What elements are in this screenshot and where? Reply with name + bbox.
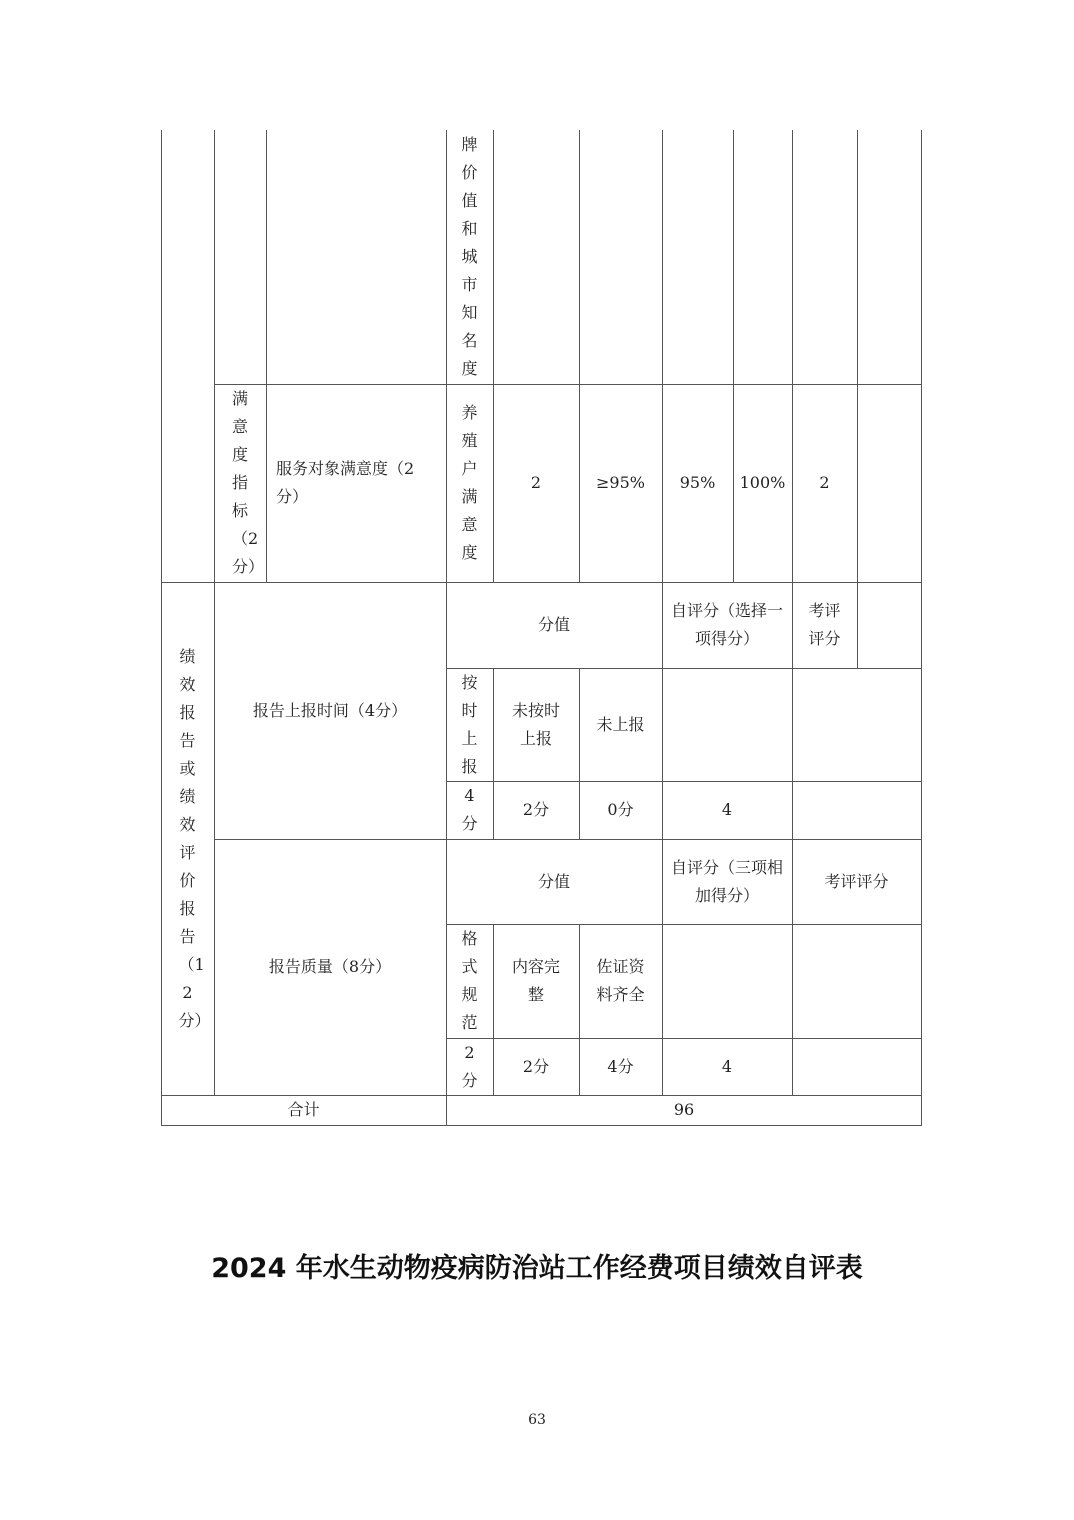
satisfaction-score: 2 bbox=[530, 473, 542, 492]
quality-option-content-cell bbox=[493, 924, 579, 1038]
quality-self-header-cell bbox=[662, 839, 792, 924]
report-timing-label: 报告上报时间（4分） bbox=[252, 700, 408, 720]
indicator-brand-value-text: 牌价值和城市知名度 bbox=[461, 135, 478, 378]
quality-self-score: 4 bbox=[721, 1056, 733, 1076]
timing-option-none-cell bbox=[579, 668, 662, 781]
timing-points-none-cell bbox=[579, 781, 662, 839]
satisfaction-level3-cell bbox=[266, 384, 446, 582]
timing-review-header: 考评评分 bbox=[808, 601, 841, 648]
timing-self-header: 自评分（选择一项得分） bbox=[670, 601, 783, 648]
timing-value-header: 分值 bbox=[537, 615, 570, 634]
timing-option-ontime-cell bbox=[446, 668, 493, 781]
quality-points-content-cell bbox=[493, 1038, 579, 1095]
report-quality-label-cell bbox=[214, 839, 446, 1095]
timing-self-score-cell bbox=[662, 781, 792, 839]
report-section-title: 绩效报告或绩效评价报告（12分） bbox=[178, 646, 211, 1030]
satisfaction-level2-cell bbox=[214, 384, 266, 582]
page-number: 63 bbox=[528, 1412, 546, 1428]
quality-points-content: 2分 bbox=[522, 1056, 550, 1076]
report-timing-label-cell bbox=[214, 582, 446, 839]
report-quality-label: 报告质量（8分） bbox=[268, 957, 392, 976]
timing-points-late: 2分 bbox=[522, 800, 550, 819]
total-value-cell bbox=[446, 1095, 922, 1125]
quality-self-header: 自评分（三项相加得分） bbox=[670, 857, 783, 905]
total-value: 96 bbox=[673, 1100, 695, 1119]
timing-value-header-cell bbox=[446, 582, 662, 668]
satisfaction-self-score: 2 bbox=[819, 473, 830, 492]
satisfaction-indicator-cell bbox=[446, 384, 493, 582]
quality-option-content: 内容完整 bbox=[511, 957, 560, 1004]
quality-option-format-cell bbox=[446, 924, 493, 1038]
satisfaction-rate-cell bbox=[733, 384, 792, 582]
report-section-title-cell bbox=[161, 582, 214, 1095]
timing-option-none: 未上报 bbox=[596, 714, 645, 734]
timing-option-late-cell bbox=[493, 668, 579, 781]
quality-option-evidence-cell bbox=[579, 924, 662, 1038]
timing-points-late-cell bbox=[493, 781, 579, 839]
quality-points-evidence-cell bbox=[579, 1038, 662, 1095]
satisfaction-score-cell bbox=[493, 384, 579, 582]
timing-option-late: 未按时上报 bbox=[511, 700, 560, 748]
timing-points-none: 0分 bbox=[607, 800, 634, 819]
timing-points-ontime-cell bbox=[446, 781, 493, 839]
quality-review-header: 考评评分 bbox=[824, 871, 889, 891]
satisfaction-level2-text: 满意度指标（2分） bbox=[232, 389, 265, 576]
quality-value-header: 分值 bbox=[537, 871, 570, 891]
quality-option-format: 格式规范 bbox=[461, 929, 478, 1032]
timing-self-score: 4 bbox=[721, 800, 733, 819]
section-heading: 2024 年水生动物疫病防治站工作经费项目绩效自评表 bbox=[211, 1253, 863, 1284]
satisfaction-level3-text: 服务对象满意度（2分） bbox=[276, 459, 415, 506]
quality-self-score-cell bbox=[662, 1038, 792, 1095]
satisfaction-target: ≥95% bbox=[596, 473, 645, 492]
satisfaction-self-score-cell bbox=[792, 384, 857, 582]
timing-option-ontime: 按时上报 bbox=[461, 672, 478, 776]
indicator-brand-value bbox=[446, 130, 493, 384]
quality-points-format-cell bbox=[446, 1038, 493, 1095]
quality-points-evidence: 4分 bbox=[607, 1056, 634, 1076]
quality-review-header-cell bbox=[792, 839, 921, 924]
quality-value-header-cell bbox=[446, 839, 662, 924]
timing-points-ontime: 4分 bbox=[461, 786, 478, 833]
satisfaction-target-cell bbox=[579, 384, 662, 582]
total-label-cell bbox=[161, 1095, 446, 1125]
quality-option-evidence: 佐证资料齐全 bbox=[596, 957, 645, 1004]
satisfaction-actual: 95% bbox=[679, 473, 716, 492]
total-label: 合计 bbox=[287, 1100, 320, 1119]
timing-self-header-cell bbox=[662, 582, 792, 668]
satisfaction-actual-cell bbox=[662, 384, 733, 582]
timing-review-header-cell bbox=[792, 582, 857, 668]
quality-points-format: 2分 bbox=[461, 1042, 478, 1090]
satisfaction-rate: 100% bbox=[739, 473, 786, 492]
satisfaction-indicator-text: 养殖户满意度 bbox=[461, 403, 478, 562]
